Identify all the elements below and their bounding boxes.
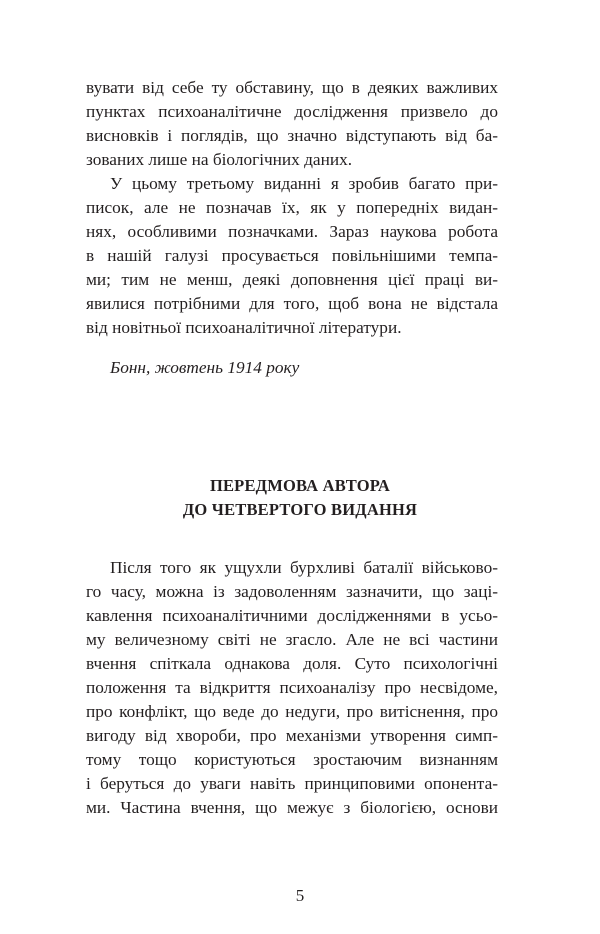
text-line: ми. Частина вчення, що межує з біологією, основи — [86, 798, 498, 817]
text-line: нях, особливими позначками. Зараз наукова робота — [86, 222, 498, 241]
text-line: від новітньої психоаналітичної літератури. — [86, 318, 402, 337]
text-line: го часу, можна із задоволенням зазначити, що заці- — [86, 582, 498, 601]
text-line: явилися потрібними для того, щоб вона не відстала — [86, 294, 498, 313]
body-text-preface-third-edition — [86, 76, 498, 340]
text-line: тому тощо користуються зростаючим визнанням — [86, 750, 498, 769]
text-line: писок, але не позначав їх, як у попередніх видан- — [86, 198, 498, 217]
text-line: му величезному світі не згасло. Але не всі частини — [86, 630, 498, 649]
section-heading — [0, 474, 600, 522]
page-number: 5 — [295, 886, 305, 905]
heading-line: ПЕРЕДМОВА АВТОРА — [209, 476, 391, 495]
text-line: У цьому третьому виданні я зробив багато при- — [110, 174, 498, 193]
signature-place-date: Бонн, жовтень 1914 року — [110, 358, 300, 377]
text-line: вчення спіткала однакова доля. Суто психологічні — [86, 654, 498, 673]
text-line: про конфлікт, що веде до недуги, про витіснення, про — [86, 702, 498, 721]
text-line: положення та відкриття психоаналізу про несвідоме, — [86, 678, 498, 697]
text-line: вигоду від хвороби, про механізми утворення симп- — [86, 726, 498, 745]
text-line: кавлення психоаналітичними дослідженнями в усьо- — [86, 606, 498, 625]
heading-line: ДО ЧЕТВЕРТОГО ВИДАННЯ — [182, 500, 418, 519]
body-text-preface-fourth-edition — [86, 556, 498, 820]
text-line: і беруться до уваги навіть принциповими опонента- — [86, 774, 498, 793]
text-line: Після того як ущухли бурхливі баталії військово- — [110, 558, 498, 577]
text-line: вувати від себе ту обставину, що в деяких важливих — [86, 78, 498, 97]
text-line: зованих лише на біологічних даних. — [86, 150, 353, 169]
text-line: в нашій галузі просувається повільнішими темпа- — [86, 246, 498, 265]
text-line: ми; тим не менш, деякі доповнення цієї праці ви- — [86, 270, 498, 289]
text-line: висновків і поглядів, що значно відступають від ба- — [86, 126, 498, 145]
text-line: пунктах психоаналітичне дослідження призвело до — [86, 102, 498, 121]
